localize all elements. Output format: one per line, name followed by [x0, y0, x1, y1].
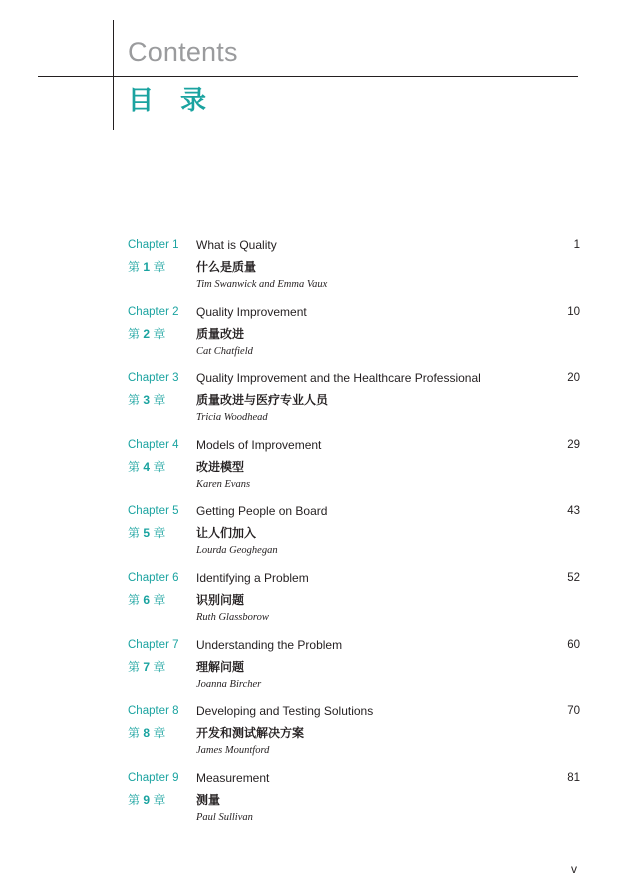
page-title-en: Contents [128, 37, 238, 67]
chapter-page-number: 29 [567, 438, 580, 451]
chapter-label-en: Chapter 4 [128, 438, 179, 451]
toc-row-cn [128, 258, 580, 276]
toc-row-en [128, 636, 580, 654]
chapter-title-cn[interactable]: 质量改进与医疗专业人员 [196, 393, 329, 408]
page-folio: v [571, 862, 577, 876]
chapter-label-cn: 第 9 章 [128, 792, 166, 807]
chapter-title-en[interactable]: Developing and Testing Solutions [196, 704, 374, 719]
toc-row-cn [128, 391, 580, 409]
toc-entry-chapter-6[interactable] [128, 569, 580, 636]
chapter-title-en[interactable]: Measurement [196, 770, 270, 785]
chapter-page-number: 52 [567, 571, 580, 584]
toc-entry-chapter-3[interactable] [128, 369, 580, 436]
toc-row-en [128, 236, 580, 254]
chapter-page-number: 20 [567, 372, 580, 385]
chapter-title-cn[interactable]: 什么是质量 [196, 260, 257, 274]
toc-row-en [128, 369, 580, 387]
header-vertical-rule [113, 20, 114, 130]
toc-entry-chapter-5[interactable] [128, 502, 580, 569]
chapter-title-cn[interactable]: 质量改进 [196, 326, 245, 341]
chapter-label-en: Chapter 8 [128, 705, 179, 718]
chapter-label-cn: 第 7 章 [128, 659, 166, 674]
chapter-page-number: 70 [567, 705, 580, 718]
chapter-title-en[interactable]: Quality Improvement and the Healthcare Professional [196, 371, 481, 386]
header-horizontal-rule [38, 76, 578, 77]
chapter-label-cn: 第 8 章 [128, 726, 166, 741]
toc-row-en [128, 702, 580, 720]
chapter-title-cn[interactable]: 改进模型 [196, 459, 245, 474]
chapter-title-cn[interactable]: 测量 [196, 792, 221, 807]
chapter-label-cn: 第 1 章 [128, 260, 166, 274]
chapter-title-en[interactable]: Understanding the Problem [196, 637, 343, 652]
chapter-label-cn: 第 4 章 [128, 459, 166, 474]
chapter-label-cn: 第 6 章 [128, 592, 166, 607]
toc-entry-chapter-2[interactable] [128, 303, 580, 370]
chapter-title-en[interactable]: What is Quality [196, 238, 277, 252]
chapter-title-cn[interactable]: 理解问题 [196, 659, 245, 674]
chapter-page-number: 60 [567, 638, 580, 651]
chapter-title-en[interactable]: Getting People on Board [196, 504, 328, 519]
chapter-label-en: Chapter 3 [128, 372, 179, 385]
chapter-label-en: Chapter 6 [128, 571, 179, 584]
toc-row-cn [128, 591, 580, 609]
table-of-contents [128, 236, 580, 835]
chapter-title-en[interactable]: Identifying a Problem [196, 570, 309, 585]
chapter-title-cn[interactable]: 让人们加入 [196, 526, 257, 541]
toc-row-en [128, 569, 580, 587]
chapter-author: Ruth Glassborow [196, 611, 269, 623]
chapter-author: Cat Chatfield [196, 345, 253, 357]
chapter-label-cn: 第 3 章 [128, 393, 166, 408]
chapter-author: Tim Swanwick and Emma Vaux [196, 279, 328, 290]
chapter-author: Karen Evans [196, 478, 251, 490]
chapter-label-en: Chapter 7 [128, 638, 179, 651]
chapter-author: Paul Sullivan [196, 811, 253, 823]
chapter-author: Lourda Geoghegan [196, 545, 278, 557]
chapter-title-en[interactable]: Quality Improvement [196, 304, 307, 319]
toc-entry-chapter-9[interactable] [128, 769, 580, 836]
toc-entry-chapter-1[interactable] [128, 236, 580, 303]
toc-row-cn [128, 724, 580, 742]
chapter-page-number: 1 [573, 239, 580, 251]
chapter-title-cn[interactable]: 识别问题 [196, 592, 245, 607]
chapter-label-en: Chapter 1 [128, 239, 179, 251]
page-title-cn: 目录 [128, 86, 233, 116]
chapter-label-en: Chapter 2 [128, 305, 179, 318]
chapter-label-cn: 第 2 章 [128, 326, 166, 341]
toc-row-cn [128, 524, 580, 542]
chapter-label-en: Chapter 9 [128, 771, 179, 784]
chapter-title-cn[interactable]: 开发和测试解决方案 [196, 726, 305, 741]
toc-row-cn [128, 325, 580, 343]
chapter-page-number: 10 [567, 305, 580, 318]
toc-row-cn [128, 458, 580, 476]
chapter-page-number: 81 [567, 771, 580, 784]
toc-entry-chapter-4[interactable] [128, 436, 580, 503]
toc-row-en [128, 436, 580, 454]
toc-row-cn [128, 791, 580, 809]
toc-row-en [128, 303, 580, 321]
toc-row-en [128, 769, 580, 787]
chapter-title-en[interactable]: Models of Improvement [196, 437, 322, 452]
toc-row-en [128, 502, 580, 520]
chapter-page-number: 43 [567, 505, 580, 518]
chapter-author: James Mountford [196, 745, 270, 757]
toc-row-cn [128, 658, 580, 676]
chapter-label-cn: 第 5 章 [128, 526, 166, 541]
chapter-author: Tricia Woodhead [196, 412, 268, 424]
toc-entry-chapter-8[interactable] [128, 702, 580, 769]
toc-entry-chapter-7[interactable] [128, 636, 580, 703]
chapter-author: Joanna Bircher [196, 678, 262, 690]
chapter-label-en: Chapter 5 [128, 505, 179, 518]
